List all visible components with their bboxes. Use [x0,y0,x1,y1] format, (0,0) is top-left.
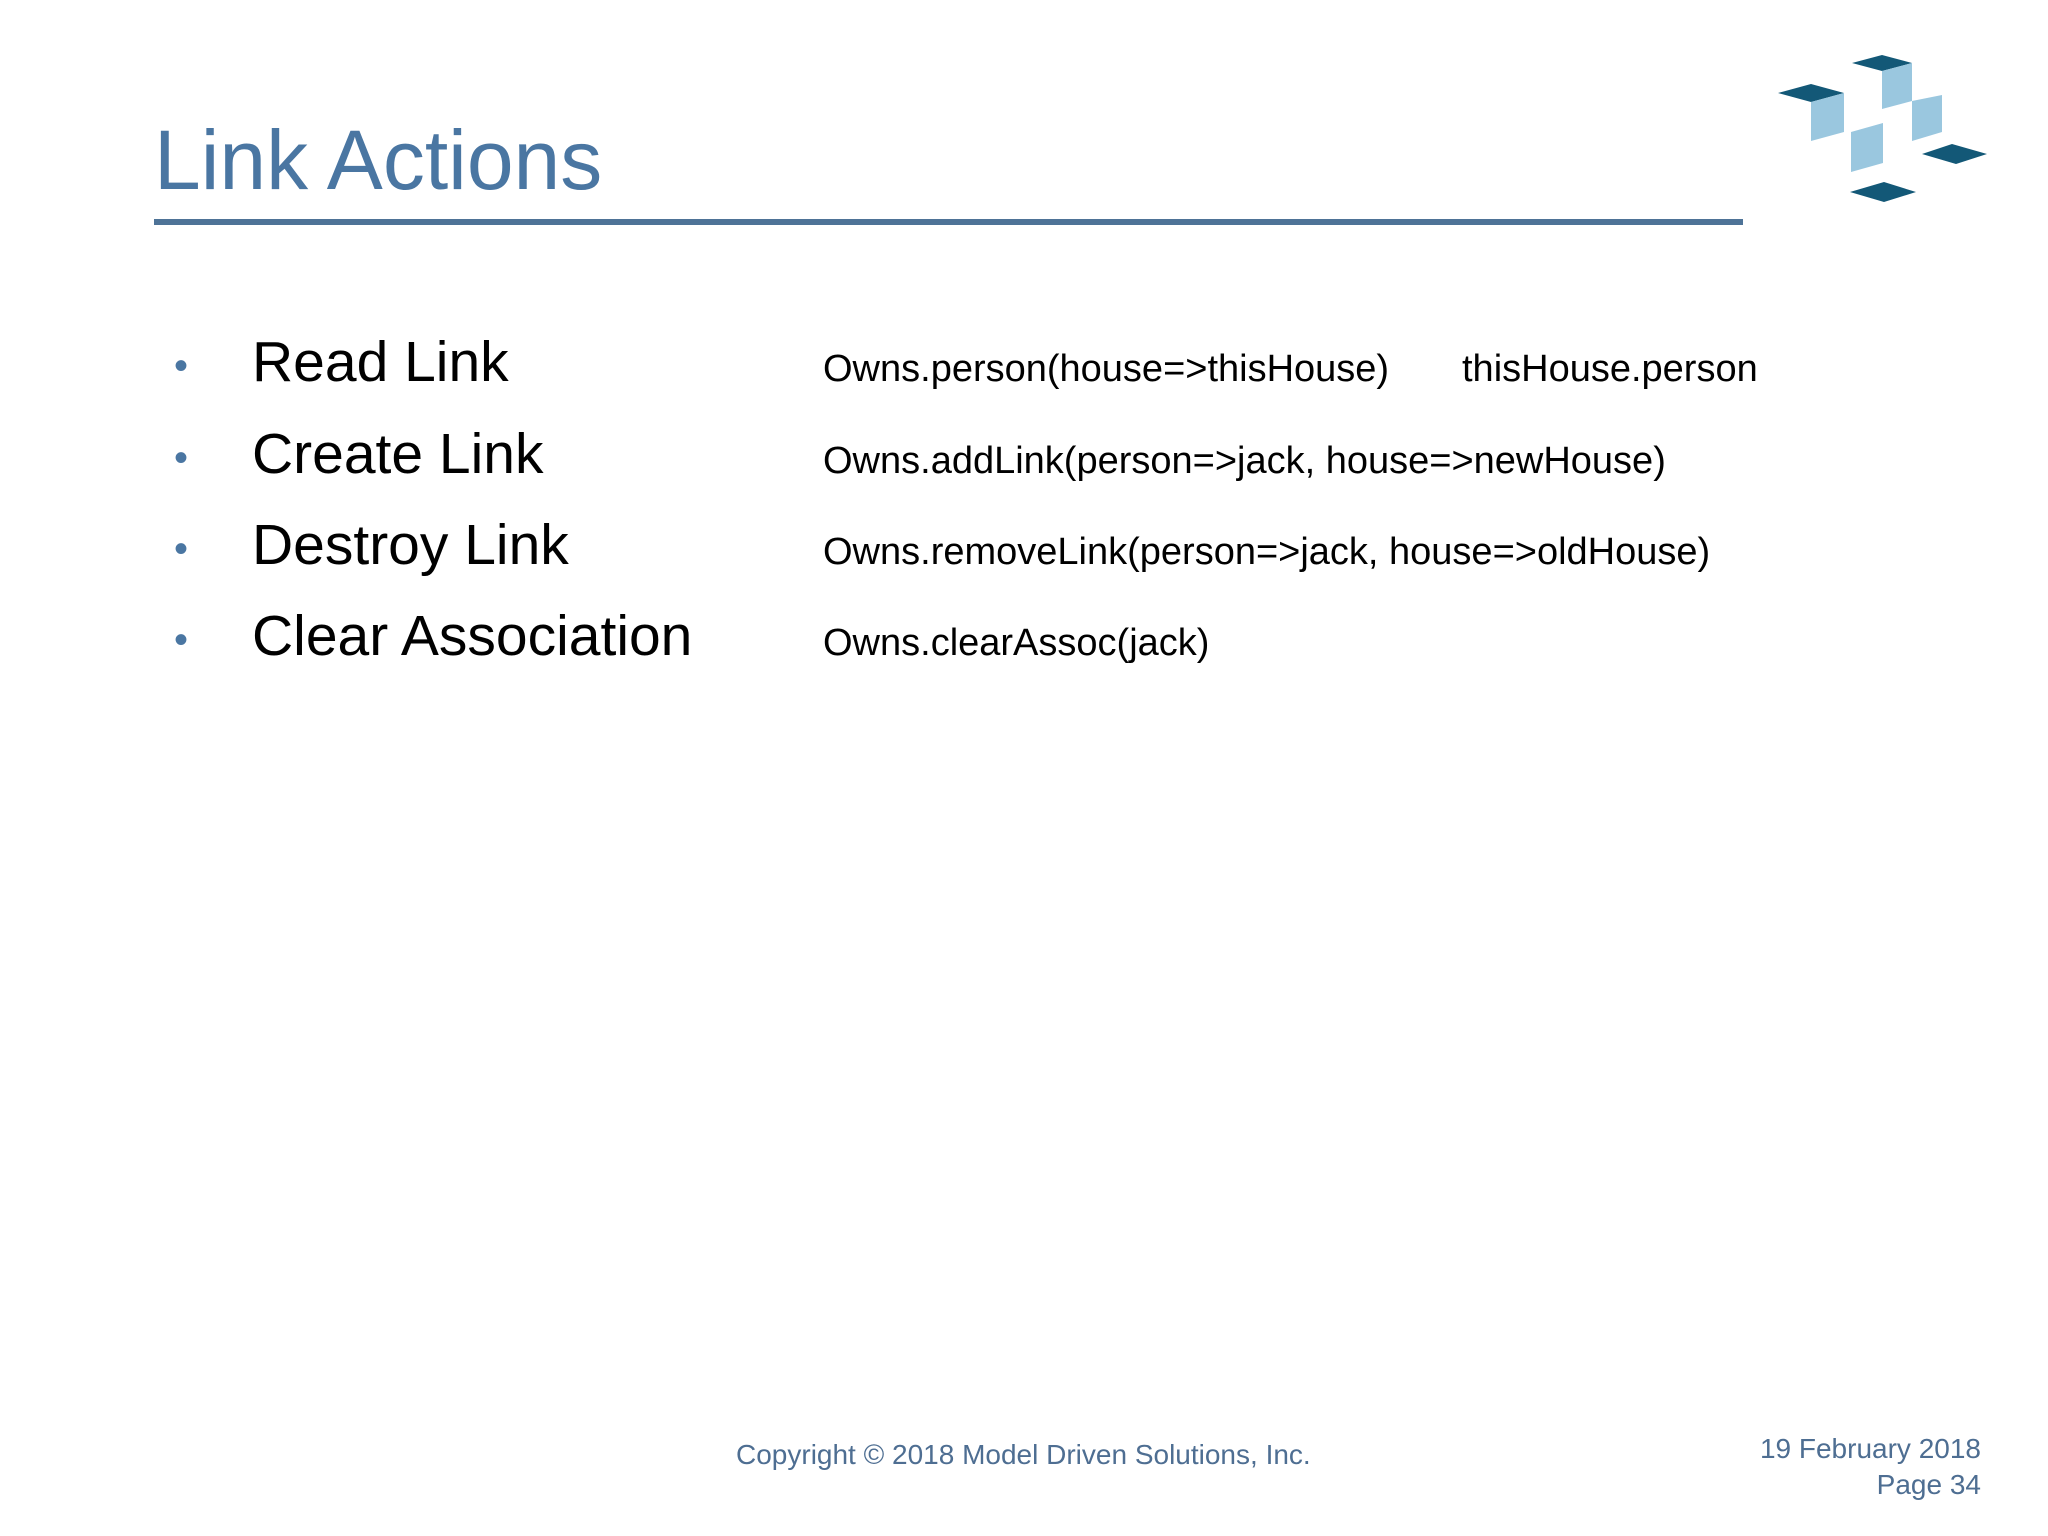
bullet-code: Owns.removeLink(person=>jack, house=>oldHouse) [823,531,1711,573]
stacked-cubes-logo-icon [1778,55,1992,210]
bullet-label: Clear Association [252,604,693,668]
footer-meta [1760,1431,1981,1503]
footer-page-number: Page 34 [1876,1469,1981,1500]
bullet-label: Create Link [252,422,544,486]
bullet-code: Owns.person(house=>thisHouse) [823,348,1390,390]
bullet-marker: • [174,344,189,388]
list-item [0,513,1900,597]
list-item [0,604,1900,688]
bullet-marker: • [174,436,189,480]
bullet-marker: • [174,527,189,571]
footer-copyright: Copyright © 2018 Model Driven Solutions, Inc. [736,1439,1311,1470]
bullet-marker: • [174,618,189,662]
bullet-code: Owns.clearAssoc(jack) [823,622,1210,664]
bullet-code-alt: thisHouse.person [1462,348,1758,390]
title-underline [154,219,1743,225]
footer-date: 19 February 2018 [1759,1433,1981,1464]
bullet-label: Destroy Link [252,513,569,577]
bullet-label: Read Link [252,330,509,394]
list-item [0,330,1900,414]
slide-title: Link Actions [154,113,603,207]
list-item [0,422,1900,506]
bullet-code: Owns.addLink(person=>jack, house=>newHouse) [823,440,1666,482]
